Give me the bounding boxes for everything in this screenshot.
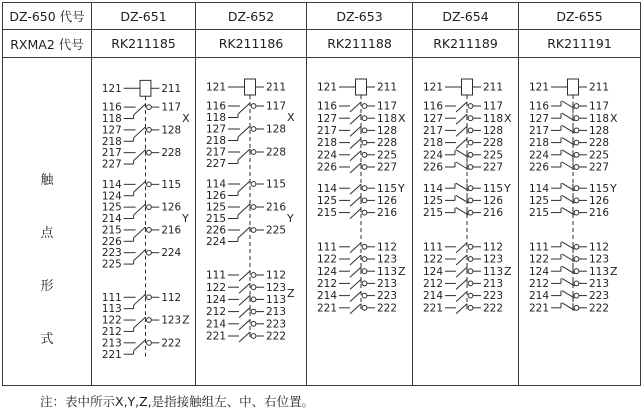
svg-text:214: 214 [316, 290, 337, 303]
svg-text:222: 222 [483, 302, 504, 315]
svg-text:113: 113 [377, 265, 398, 278]
svg-text:123: 123 [377, 253, 398, 266]
svg-text:213: 213 [483, 278, 504, 290]
svg-text:216: 216 [483, 207, 504, 220]
svg-text:223: 223 [266, 318, 287, 331]
svg-text:121: 121 [316, 81, 337, 94]
svg-text:228: 228 [266, 146, 287, 159]
svg-text:X: X [398, 111, 406, 125]
svg-text:124: 124 [316, 265, 337, 278]
rxma2-code-rk211185: RK211185 [92, 30, 196, 58]
contact-diagram-dz-651 [92, 59, 195, 383]
svg-text:124: 124 [205, 294, 226, 306]
svg-text:Y: Y [504, 181, 511, 195]
svg-text:228: 228 [483, 137, 504, 150]
svg-text:117: 117 [589, 100, 610, 113]
rxma2-code-rk211191: RK211191 [519, 30, 640, 58]
svg-text:116: 116 [101, 101, 122, 114]
svg-text:128: 128 [161, 124, 182, 137]
svg-text:113: 113 [266, 294, 287, 306]
header-model-dz-654: DZ-654 [413, 3, 519, 30]
svg-text:115: 115 [377, 182, 398, 195]
svg-text:114: 114 [205, 178, 226, 191]
svg-text:121: 121 [528, 81, 549, 94]
svg-text:222: 222 [161, 337, 182, 350]
svg-text:114: 114 [101, 178, 122, 191]
svg-text:225: 225 [377, 149, 398, 162]
svg-text:116: 116 [528, 100, 549, 113]
svg-text:226: 226 [101, 235, 122, 248]
svg-text:126: 126 [377, 195, 398, 207]
svg-text:116: 116 [316, 100, 337, 113]
svg-text:217: 217 [528, 125, 549, 137]
svg-text:127: 127 [422, 112, 443, 125]
header-model-dz-651: DZ-651 [92, 3, 196, 30]
svg-text:218: 218 [205, 135, 226, 148]
svg-text:214: 214 [422, 290, 443, 303]
svg-text:226: 226 [205, 224, 226, 237]
contact-form-vertical-label [3, 58, 92, 385]
svg-text:224: 224 [205, 236, 226, 249]
svg-text:123: 123 [589, 253, 610, 266]
svg-text:112: 112 [589, 241, 610, 254]
rxma2-code-rk211186: RK211186 [196, 30, 307, 58]
svg-text:Z: Z [398, 264, 406, 278]
svg-text:213: 213 [589, 278, 610, 290]
svg-text:X: X [182, 112, 190, 126]
svg-text:223: 223 [377, 290, 398, 303]
svg-text:212: 212 [422, 278, 443, 290]
svg-text:227: 227 [589, 161, 610, 174]
svg-text:127: 127 [101, 124, 122, 137]
svg-text:225: 225 [483, 149, 504, 162]
svg-text:217: 217 [205, 146, 226, 159]
svg-text:221: 221 [316, 302, 337, 315]
svg-text:214: 214 [528, 290, 549, 303]
svg-text:222: 222 [377, 302, 398, 315]
svg-text:227: 227 [483, 161, 504, 174]
svg-text:114: 114 [316, 182, 337, 195]
svg-text:111: 111 [422, 241, 443, 254]
svg-text:123: 123 [483, 253, 504, 266]
contact-form-char-1: 触 [40, 172, 54, 188]
svg-text:114: 114 [422, 182, 443, 195]
svg-text:225: 225 [589, 149, 610, 162]
svg-text:126: 126 [161, 201, 182, 214]
header-model-dz-652: DZ-652 [196, 3, 307, 30]
svg-text:118: 118 [377, 112, 398, 125]
svg-text:123: 123 [266, 281, 287, 294]
svg-text:125: 125 [101, 201, 122, 214]
svg-text:125: 125 [528, 195, 549, 207]
svg-text:112: 112 [161, 291, 182, 304]
svg-text:227: 227 [101, 158, 122, 171]
header-rxma2-label: RXMA2 代号 [3, 30, 92, 58]
svg-text:Y: Y [287, 212, 294, 226]
svg-text:128: 128 [483, 125, 504, 137]
svg-text:215: 215 [422, 207, 443, 220]
svg-text:X: X [287, 111, 295, 125]
svg-text:113: 113 [483, 265, 504, 278]
svg-text:225: 225 [101, 258, 122, 271]
svg-text:125: 125 [422, 195, 443, 207]
svg-text:122: 122 [101, 314, 122, 327]
svg-text:121: 121 [422, 81, 443, 94]
diagram-cell-dz-652 [196, 58, 307, 385]
svg-text:122: 122 [422, 253, 443, 266]
svg-text:223: 223 [483, 290, 504, 303]
header-model-dz-653: DZ-653 [307, 3, 413, 30]
svg-text:111: 111 [316, 241, 337, 254]
svg-text:211: 211 [161, 82, 182, 95]
svg-text:Z: Z [610, 264, 618, 278]
svg-text:122: 122 [316, 253, 337, 266]
header-dz650-label: DZ-650 代号 [3, 3, 92, 30]
svg-text:218: 218 [422, 137, 443, 150]
svg-text:213: 213 [101, 337, 122, 350]
svg-text:217: 217 [101, 147, 122, 160]
svg-text:113: 113 [589, 265, 610, 278]
svg-text:125: 125 [205, 201, 226, 214]
svg-text:118: 118 [483, 112, 504, 125]
svg-text:116: 116 [422, 100, 443, 113]
svg-text:212: 212 [101, 325, 122, 338]
contact-diagram-dz-654 [413, 59, 517, 383]
footnote: 注：表中所示X,Y,Z,是指接触组左、中、右位置。 [40, 394, 315, 409]
svg-text:112: 112 [377, 241, 398, 254]
svg-text:121: 121 [205, 81, 226, 94]
svg-text:111: 111 [528, 241, 549, 254]
svg-text:125: 125 [316, 195, 337, 207]
svg-text:222: 222 [589, 302, 610, 315]
svg-text:128: 128 [377, 125, 398, 137]
svg-text:227: 227 [205, 158, 226, 171]
svg-text:111: 111 [101, 291, 122, 304]
svg-text:217: 217 [316, 125, 337, 137]
diagram-cell-dz-655 [519, 58, 640, 385]
svg-text:214: 214 [205, 318, 226, 331]
svg-text:X: X [610, 111, 618, 125]
contact-diagram-dz-655 [519, 59, 623, 383]
svg-text:212: 212 [205, 306, 226, 319]
contact-diagram-dz-652 [196, 59, 300, 383]
svg-text:218: 218 [316, 137, 337, 150]
svg-text:117: 117 [266, 100, 287, 113]
header-model-dz-655: DZ-655 [519, 3, 640, 30]
svg-text:114: 114 [528, 182, 549, 195]
svg-text:111: 111 [205, 269, 226, 282]
svg-text:122: 122 [205, 281, 226, 294]
svg-text:212: 212 [528, 278, 549, 290]
svg-text:225: 225 [266, 224, 287, 237]
svg-text:224: 224 [528, 149, 549, 162]
diagram-cell-dz-653 [307, 58, 413, 385]
svg-text:115: 115 [589, 182, 610, 195]
svg-text:128: 128 [266, 123, 287, 136]
svg-text:226: 226 [422, 161, 443, 174]
svg-text:124: 124 [528, 265, 549, 278]
svg-text:118: 118 [101, 113, 122, 126]
svg-text:215: 215 [316, 207, 337, 220]
svg-text:216: 216 [266, 201, 287, 214]
diagram-cell-dz-654 [413, 58, 519, 385]
svg-text:122: 122 [528, 253, 549, 266]
svg-text:Y: Y [182, 212, 189, 226]
svg-text:224: 224 [422, 149, 443, 162]
svg-text:215: 215 [528, 207, 549, 220]
svg-text:216: 216 [161, 224, 182, 237]
svg-text:Y: Y [398, 181, 405, 195]
svg-text:123: 123 [161, 314, 182, 327]
svg-text:211: 211 [266, 81, 287, 94]
svg-text:221: 221 [205, 330, 226, 343]
svg-text:115: 115 [266, 178, 287, 191]
contact-form-char-2: 点 [40, 225, 54, 241]
relay-contact-table [2, 2, 641, 386]
svg-text:126: 126 [483, 195, 504, 207]
svg-text:224: 224 [316, 149, 337, 162]
svg-text:216: 216 [589, 207, 610, 220]
svg-text:223: 223 [101, 247, 122, 260]
svg-text:113: 113 [101, 303, 122, 316]
svg-text:215: 215 [101, 224, 122, 237]
svg-text:213: 213 [266, 306, 287, 319]
contact-form-char-3: 形 [40, 278, 54, 294]
svg-text:117: 117 [377, 100, 398, 113]
svg-text:228: 228 [377, 137, 398, 150]
svg-text:Z: Z [504, 264, 512, 278]
svg-text:115: 115 [483, 182, 504, 195]
svg-text:117: 117 [161, 101, 182, 114]
svg-text:116: 116 [205, 100, 226, 113]
svg-text:115: 115 [161, 178, 182, 191]
svg-text:222: 222 [266, 330, 287, 343]
svg-text:126: 126 [205, 190, 226, 203]
svg-text:212: 212 [316, 278, 337, 290]
svg-text:Z: Z [182, 313, 190, 327]
svg-text:213: 213 [377, 278, 398, 290]
svg-text:127: 127 [205, 123, 226, 136]
svg-text:218: 218 [101, 135, 122, 148]
svg-text:112: 112 [483, 241, 504, 254]
svg-text:Z: Z [287, 286, 295, 300]
svg-text:Y: Y [610, 181, 617, 195]
svg-text:214: 214 [101, 213, 122, 226]
svg-text:221: 221 [101, 348, 122, 361]
svg-text:126: 126 [589, 195, 610, 207]
svg-text:221: 221 [422, 302, 443, 315]
svg-text:128: 128 [589, 125, 610, 137]
svg-text:124: 124 [101, 190, 122, 203]
rxma2-code-rk211188: RK211188 [307, 30, 413, 58]
svg-text:211: 211 [589, 81, 610, 94]
svg-text:127: 127 [316, 112, 337, 125]
svg-text:221: 221 [528, 302, 549, 315]
svg-text:124: 124 [422, 265, 443, 278]
svg-text:118: 118 [589, 112, 610, 125]
svg-text:117: 117 [483, 100, 504, 113]
svg-text:121: 121 [101, 82, 122, 95]
svg-text:228: 228 [589, 137, 610, 150]
svg-text:215: 215 [205, 213, 226, 226]
svg-text:112: 112 [266, 269, 287, 282]
svg-text:224: 224 [161, 247, 182, 260]
contact-diagram-dz-653 [307, 59, 411, 383]
svg-text:X: X [504, 111, 512, 125]
svg-text:216: 216 [377, 207, 398, 220]
svg-text:226: 226 [316, 161, 337, 174]
svg-text:226: 226 [528, 161, 549, 174]
svg-text:223: 223 [589, 290, 610, 303]
diagram-cell-dz-651 [92, 58, 196, 385]
svg-text:127: 127 [528, 112, 549, 125]
rxma2-code-rk211189: RK211189 [413, 30, 519, 58]
svg-text:227: 227 [377, 161, 398, 174]
svg-text:211: 211 [377, 81, 398, 94]
contact-form-char-4: 式 [40, 331, 54, 347]
svg-text:228: 228 [161, 147, 182, 160]
svg-text:217: 217 [422, 125, 443, 137]
svg-text:118: 118 [205, 112, 226, 125]
svg-text:211: 211 [483, 81, 504, 94]
svg-text:218: 218 [528, 137, 549, 150]
